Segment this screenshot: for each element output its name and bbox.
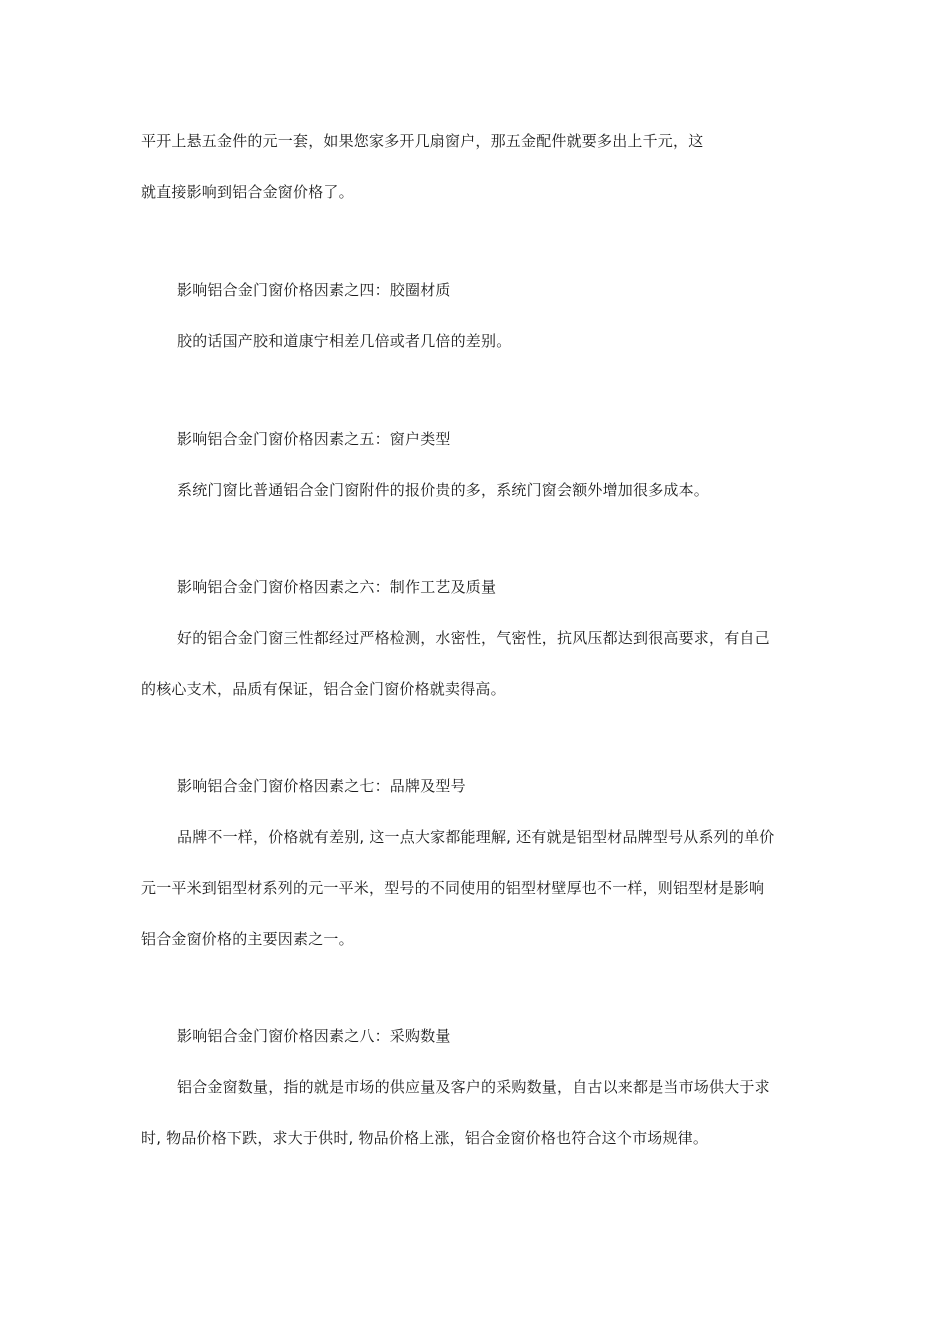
intro-line-2: 就直接影响到铝合金窗价格了。 xyxy=(141,183,354,201)
intro-line-1: 平开上悬五金件的元一套，如果您家多开几扇窗户，那五金配件就要多出上千元，这 xyxy=(141,132,704,150)
section-8-line-1: 铝合金窗数量，指的就是市场的供应量及客户的采购数量，自古以来都是当市场供大于求 xyxy=(177,1078,770,1096)
section-7-line-3: 铝合金窗价格的主要因素之一。 xyxy=(141,930,354,948)
section-heading-7: 影响铝合金门窗价格因素之七：品牌及型号 xyxy=(177,777,466,795)
section-heading-6: 影响铝合金门窗价格因素之六：制作工艺及质量 xyxy=(177,578,497,596)
section-heading-8: 影响铝合金门窗价格因素之八：采购数量 xyxy=(177,1027,451,1045)
section-7-line-2: 元一平米到铝型材系列的元一平米，型号的不同使用的铝型材壁厚也不一样，则铝型材是影响 xyxy=(141,879,765,897)
section-6-line-2: 的核心支术，品质有保证，铝合金门窗价格就卖得高。 xyxy=(141,680,506,698)
section-4-line-1: 胶的话国产胶和道康宁相差几倍或者几倍的差别。 xyxy=(177,332,512,350)
section-5-line-1: 系统门窗比普通铝合金门窗附件的报价贵的多，系统门窗会额外增加很多成本。 xyxy=(177,481,710,499)
section-heading-4: 影响铝合金门窗价格因素之四：胶圈材质 xyxy=(177,281,451,299)
section-7-line-1: 品牌不一样，价格就有差别, 这一点大家都能理解, 还有就是铝型材品牌型号从系列的单价 xyxy=(177,828,775,846)
section-6-line-1: 好的铝合金门窗三性都经过严格检测，水密性，气密性，抗风压都达到很高要求，有自己 xyxy=(177,629,770,647)
section-heading-5: 影响铝合金门窗价格因素之五：窗户类型 xyxy=(177,430,451,448)
section-8-line-2: 时, 物品价格下跌，求大于供时, 物品价格上涨，铝合金窗价格也符合这个市场规律。 xyxy=(141,1129,709,1147)
